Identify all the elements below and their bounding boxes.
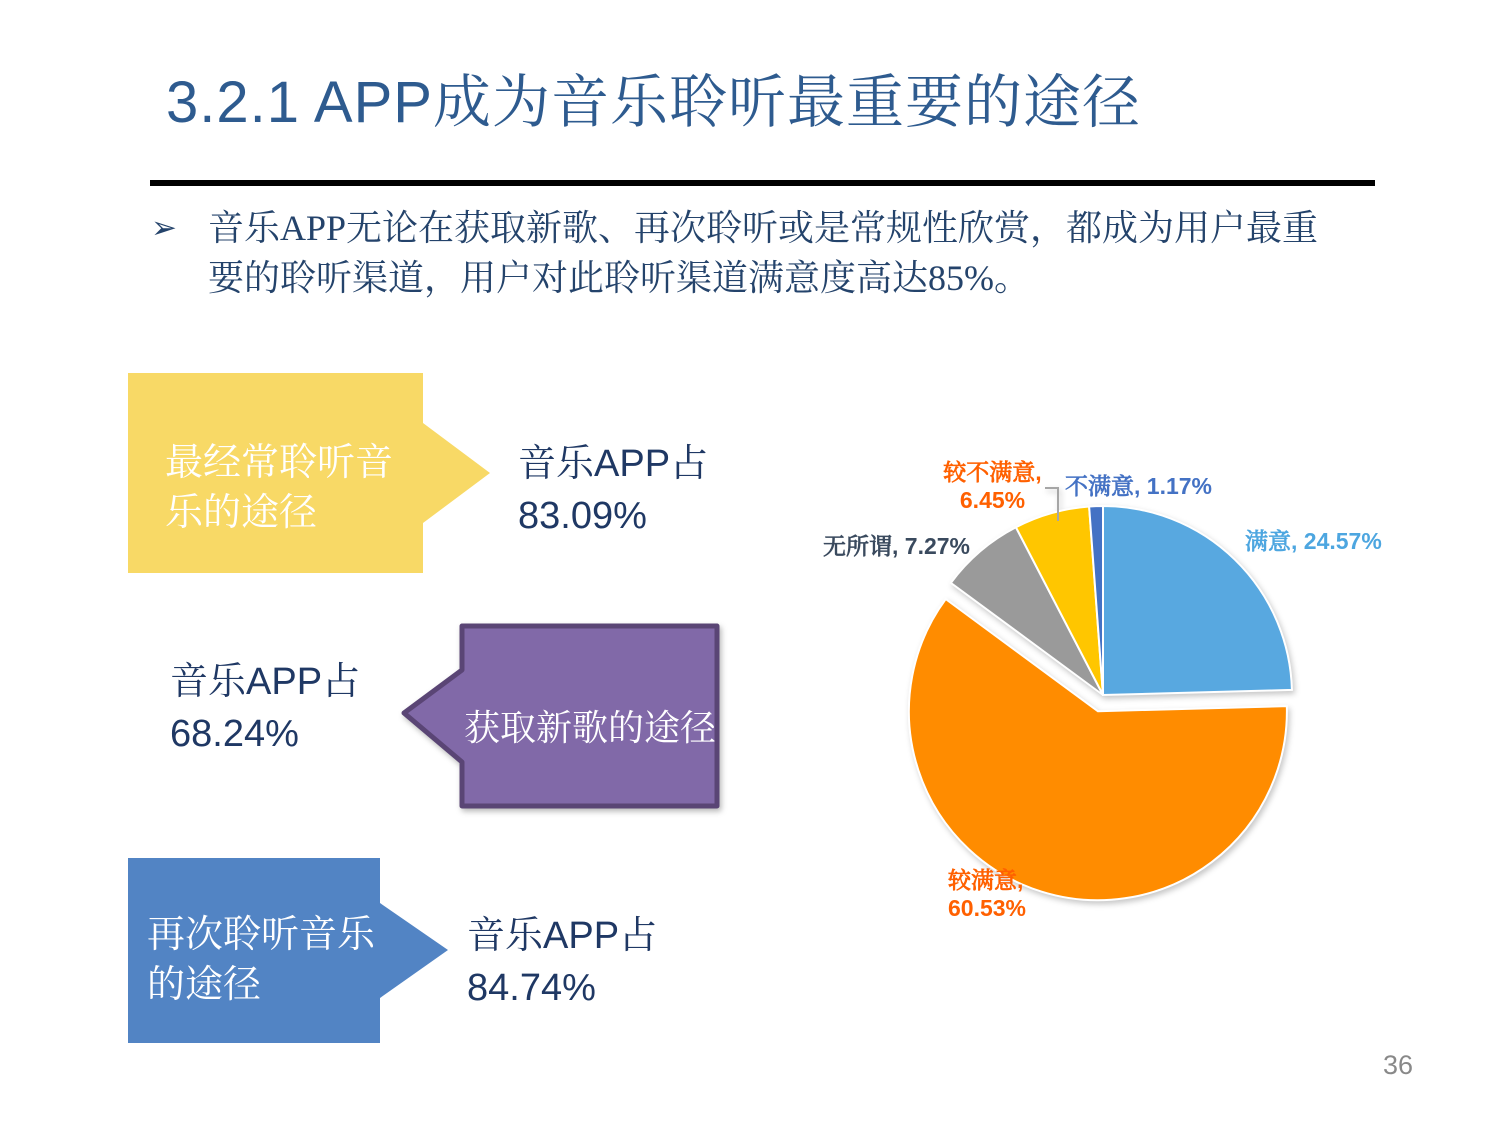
pie-label-jiaomanyi [948,866,1026,922]
stat-new-songs [170,656,360,760]
title-divider [150,180,1375,186]
pie-label-jiaobumanyi [900,458,1085,514]
stat-relisten [467,910,657,1014]
page-number: 36 [1383,1050,1414,1080]
stat-most-often-line1: 音乐APP占 [518,443,709,485]
pie-label-jiaobumanyi-line1: 较不满意, [943,459,1042,485]
stat-most-often-line2: 83.09% [518,495,647,537]
callout-relisten-label-line2: 的途径 [147,964,262,1006]
stat-new-songs-line1: 音乐APP占 [170,661,361,703]
pie-label-jiaomanyi-line1: 较满意, [948,867,1024,893]
callout-most-often-label-line1: 最经常聆听音 [165,442,394,484]
stat-relisten-line2: 84.74% [467,967,596,1009]
stat-most-often [518,438,708,542]
bullet-line-2: 要的聆听渠道，用户对此聆听渠道满意度高达85%。 [208,258,1030,298]
pie-svg [790,430,1470,1010]
callout-relisten-label-line1: 再次聆听音乐 [147,914,376,956]
stat-relisten-line1: 音乐APP占 [467,915,658,957]
bullet-line-1: 音乐APP无论在获取新歌、再次聆听或是常规性欣赏，都成为用户最重 [208,208,1319,248]
page-title: 3.2.1 APP成为音乐聆听最重要的途径 [166,70,1141,135]
satisfaction-pie-chart [790,430,1470,1010]
pie-label-jiaobumanyi-line2: 6.45% [959,487,1026,513]
bullet-paragraph [208,203,1388,303]
stat-new-songs-line2: 68.24% [170,713,299,755]
pie-label-bumanyi: 不满意, 1.17% [1065,473,1212,499]
pie-label-manyi: 满意, 24.57% [1245,528,1382,554]
callout-relisten-label [147,910,375,1010]
pie-label-jiaomanyi-line2: 60.53% [948,895,1027,921]
pie-label-wusuowei: 无所谓, 7.27% [823,533,970,559]
bullet-arrow-icon: ➢ [151,210,177,245]
callout-most-often-label [165,438,393,538]
callout-new-songs-label: 获取新歌的途径 [463,708,716,748]
callout-most-often-label-line2: 乐的途径 [165,492,318,534]
